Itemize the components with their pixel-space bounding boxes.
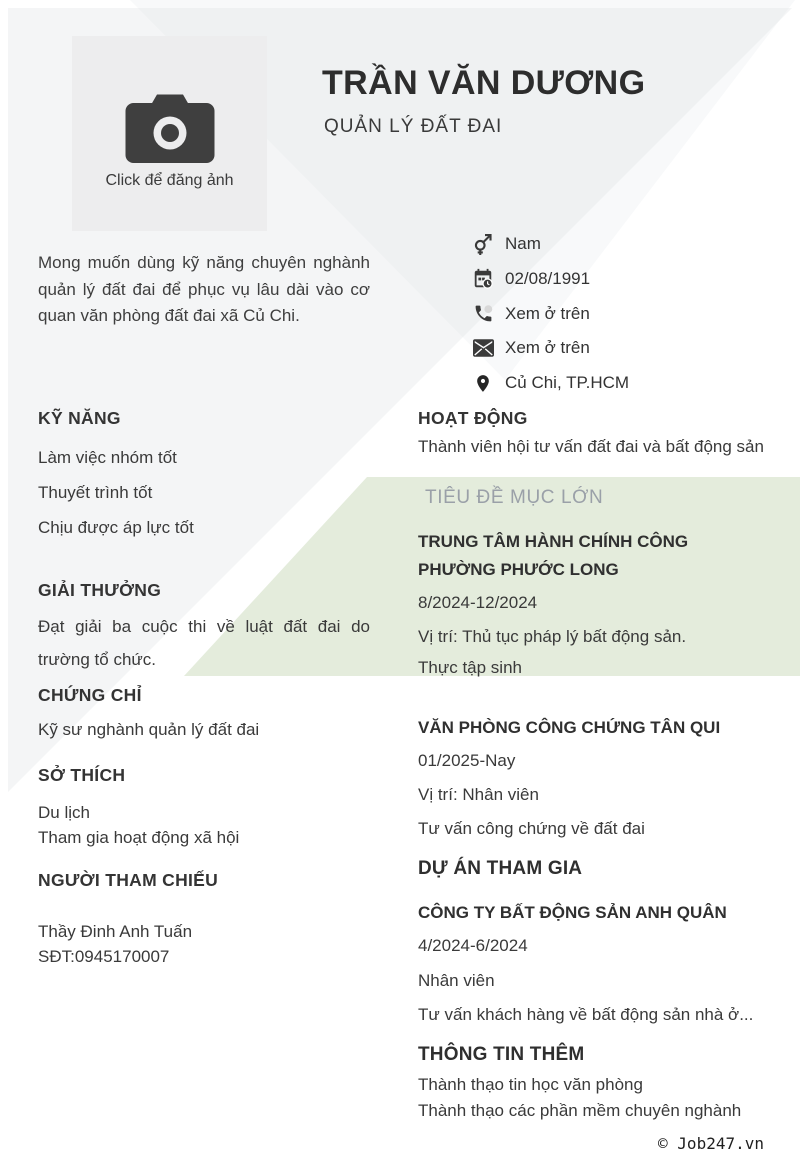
reference-list — [38, 920, 192, 969]
experience-detail: Thực tập sinh — [418, 658, 522, 677]
skill-item: Chịu được áp lực tốt — [38, 518, 194, 537]
candidate-name: TRẦN VĂN DƯƠNG — [322, 64, 646, 102]
hobby-item: Tham gia hoạt động xã hội — [38, 827, 240, 847]
contact-info — [470, 227, 629, 400]
projects-title: DỰ ÁN THAM GIA — [418, 858, 583, 879]
contact-address-value: Củ Chi, TP.HCM — [505, 373, 630, 393]
calendar-icon — [470, 268, 496, 290]
project-company: CÔNG TY BẤT ĐỘNG SẢN ANH QUÂN — [418, 903, 727, 922]
experience-position: Vị trí: Thủ tục pháp lý bất động sản. — [418, 627, 687, 646]
activity-title: HOẠT ĐỘNG — [418, 408, 528, 428]
hobbies-title: SỞ THÍCH — [38, 765, 126, 785]
experience-company: VĂN PHÒNG CÔNG CHỨNG TÂN QUI — [418, 718, 721, 737]
more-info-title: THÔNG TIN THÊM — [418, 1044, 585, 1065]
career-objective: Mong muốn dùng kỹ năng chuyên nghành quản lý đất đai để phục vụ lâu dài vào cơ quan văn phòng đất đai xã Củ Chi. — [38, 253, 370, 325]
skills-title: KỸ NĂNG — [38, 408, 121, 428]
photo-upload-box[interactable] — [72, 36, 267, 231]
contact-phone-value: Xem ở trên — [505, 303, 590, 323]
project-period: 4/2024-6/2024 — [418, 936, 528, 955]
more-info-item: Thành thạo các phần mềm chuyên nghành — [418, 1101, 742, 1120]
certificates-title: CHỨNG CHỈ — [38, 685, 142, 705]
experience-position: Vị trí: Nhân viên — [418, 785, 539, 804]
reference-phone: SĐT:0945170007 — [38, 946, 170, 966]
contact-row-phone — [470, 296, 629, 331]
more-info-item: Thành thạo tin học văn phòng — [418, 1075, 643, 1094]
contact-row-address — [470, 366, 629, 401]
candidate-job-title: QUẢN LÝ ĐẤT ĐAI — [324, 116, 503, 137]
gender-icon — [470, 232, 496, 256]
activity-text: Thành viên hội tư vấn đất đai và bất động sản — [418, 437, 764, 456]
watermark-copyright: © Job247.vn — [658, 1134, 764, 1153]
contact-row-gender — [470, 227, 629, 262]
section-placeholder-label: TIÊU ĐỀ MỤC LỚN — [425, 487, 604, 508]
certificates-text: Kỹ sư nghành quản lý đất đai — [38, 720, 260, 739]
mail-icon — [470, 339, 496, 357]
location-icon — [470, 372, 496, 395]
reference-title: NGƯỜI THAM CHIẾU — [38, 870, 219, 890]
experience-detail: Tư vấn công chứng về đất đai — [418, 819, 645, 838]
more-info-list — [418, 1072, 741, 1124]
hobbies-list — [38, 801, 239, 850]
contact-row-birthday — [470, 262, 629, 297]
contact-gender-value: Nam — [505, 234, 541, 254]
skill-item: Làm việc nhóm tốt — [38, 448, 177, 467]
phone-icon — [470, 303, 496, 324]
reference-name: Thầy Đinh Anh Tuấn — [38, 922, 193, 941]
project-position: Nhân viên — [418, 971, 495, 990]
experience-company: TRUNG TÂM HÀNH CHÍNH CÔNG PHƯỜNG PHƯỚC LONG — [418, 532, 689, 579]
project-detail: Tư vấn khách hàng về bất động sản nhà ở... — [418, 1005, 754, 1024]
skill-item: Thuyết trình tốt — [38, 483, 153, 502]
contact-row-email — [470, 331, 629, 366]
experience-period: 01/2025-Nay — [418, 751, 516, 770]
camera-icon — [122, 90, 217, 168]
skills-list — [38, 443, 194, 548]
awards-title: GIẢI THƯỞNG — [38, 580, 162, 600]
hobby-item: Du lịch — [38, 803, 90, 822]
awards-text: Đạt giải ba cuộc thi về luật đất đai do trường tổ chức. — [38, 617, 370, 669]
contact-birthday-value: 02/08/1991 — [505, 269, 591, 289]
contact-email-value: Xem ở trên — [505, 338, 590, 358]
experience-period: 8/2024-12/2024 — [418, 593, 538, 612]
photo-upload-label: Click để đăng ảnh — [105, 172, 234, 189]
